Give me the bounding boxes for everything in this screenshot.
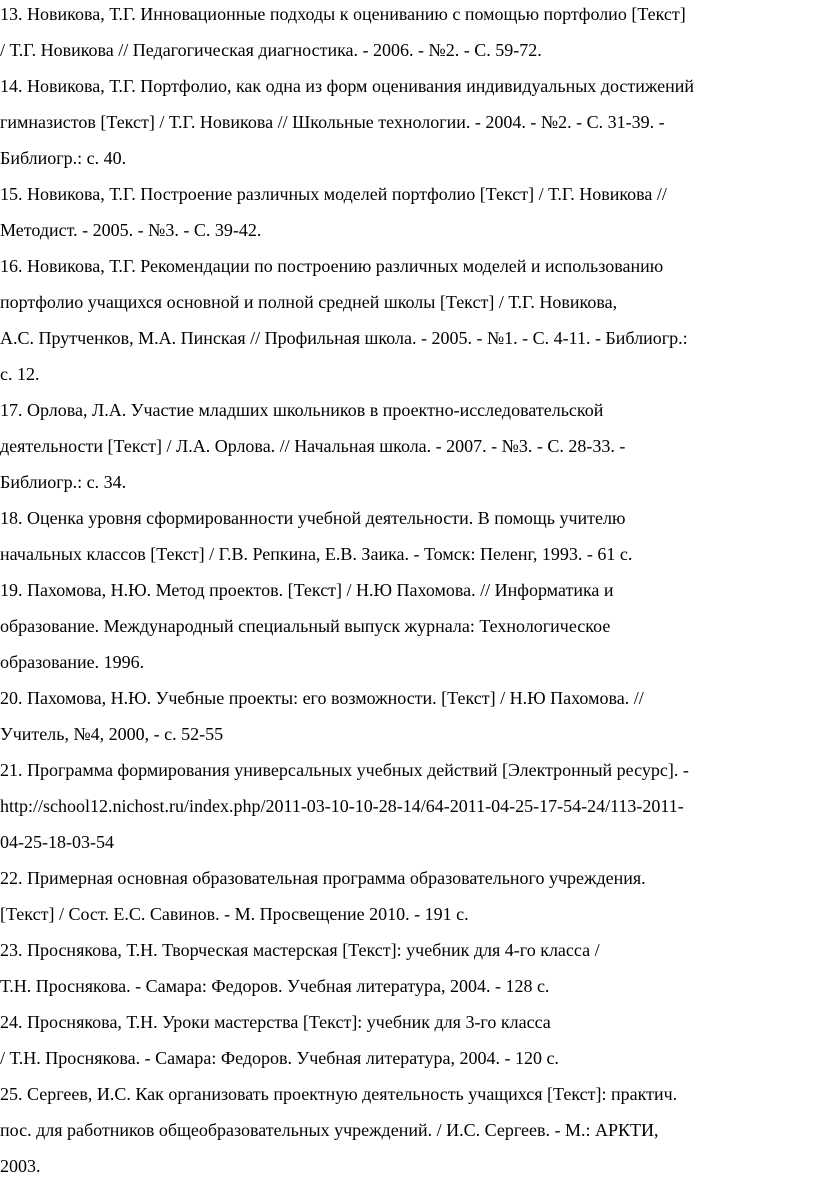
reference-line: 23. Проснякова, Т.Н. Творческая мастерская [Текст]: учебник для 4-го класса / (0, 940, 600, 960)
reference-line: [Текст] / Сост. Е.С. Савинов. - М. Просвещение 2010. - 191 с. (0, 904, 469, 924)
reference-line: 16. Новикова, Т.Г. Рекомендации по построению различных моделей и использованию (0, 256, 664, 276)
reference-line: Библиогр.: с. 34. (0, 472, 127, 492)
reference-line: 20. Пахомова, Н.Ю. Учебные проекты: его возможности. [Текст] / Н.Ю Пахомова. // (0, 688, 644, 708)
reference-line: с. 12. (0, 364, 40, 384)
reference-line: образование. 1996. (0, 652, 145, 672)
reference-line: 25. Сергеев, И.С. Как организовать проектную деятельность учащихся [Текст]: практич. (0, 1084, 678, 1104)
reference-line: Методист. - 2005. - №3. - С. 39-42. (0, 220, 262, 240)
reference-line: 21. Программа формирования универсальных учебных действий [Электронный ресурс]. - (0, 760, 689, 780)
reference-line: 13. Новикова, Т.Г. Инновационные подходы к оцениванию с помощью портфолио [Текст] (0, 4, 686, 24)
reference-url-line[interactable]: http://school12.nichost.ru/index.php/2011-03-10-10-28-14/64-2011-04-25-17-54-24/113-2011- (0, 796, 684, 816)
reference-line: 19. Пахомова, Н.Ю. Метод проектов. [Текст] / Н.Ю Пахомова. // Информатика и (0, 580, 614, 600)
reference-line: 22. Примерная основная образовательная программа образовательного учреждения. (0, 868, 646, 888)
reference-line: Библиогр.: с. 40. (0, 148, 127, 168)
reference-line: А.С. Прутченков, М.А. Пинская // Профильная школа. - 2005. - №1. - С. 4-11. - Библиогр.: (0, 328, 688, 348)
reference-line: 24. Проснякова, Т.Н. Уроки мастерства [Текст]: учебник для 3-го класса (0, 1012, 551, 1032)
reference-line: 2003. (0, 1156, 41, 1176)
reference-line: 18. Оценка уровня сформированности учебной деятельности. В помощь учителю (0, 508, 626, 528)
reference-line: 15. Новикова, Т.Г. Построение различных моделей портфолио [Текст] / Т.Г. Новикова // (0, 184, 667, 204)
reference-line: / Т.Г. Новикова // Педагогическая диагностика. - 2006. - №2. - С. 59-72. (0, 40, 542, 60)
reference-line: гимназистов [Текст] / Т.Г. Новикова // Школьные технологии. - 2004. - №2. - С. 31-39. - (0, 112, 665, 132)
reference-line: Т.Н. Проснякова. - Самара: Федоров. Учебная литература, 2004. - 128 с. (0, 976, 550, 996)
reference-line: образование. Международный специальный выпуск журнала: Технологическое (0, 616, 611, 636)
reference-line: начальных классов [Текст] / Г.В. Репкина, Е.В. Заика. - Томск: Пеленг, 1993. - 61 с. (0, 544, 633, 564)
reference-line: 17. Орлова, Л.А. Участие младших школьников в проектно-исследовательской (0, 400, 604, 420)
reference-line: пос. для работников общеобразовательных учреждений. / И.С. Сергеев. - М.: АРКТИ, (0, 1120, 659, 1140)
reference-line: портфолио учащихся основной и полной средней школы [Текст] / Т.Г. Новикова, (0, 292, 618, 312)
reference-line: Учитель, №4, 2000, - с. 52-55 (0, 724, 224, 744)
reference-line: деятельности [Текст] / Л.А. Орлова. // Начальная школа. - 2007. - №3. - С. 28-33. - (0, 436, 626, 456)
reference-url-line[interactable]: 04-25-18-03-54 (0, 832, 114, 852)
reference-line: / Т.Н. Проснякова. - Самара: Федоров. Учебная литература, 2004. - 120 с. (0, 1048, 559, 1068)
reference-line: 14. Новикова, Т.Г. Портфолио, как одна из форм оценивания индивидуальных достижений (0, 76, 694, 96)
